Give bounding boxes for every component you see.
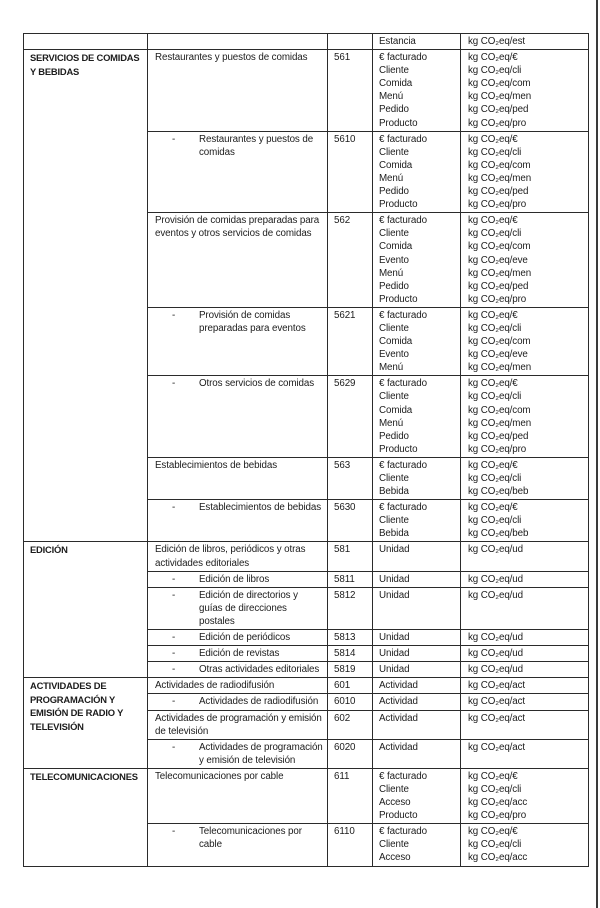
factor-line: kg CO₂eq/com (468, 241, 531, 253)
unit-line: € facturado (379, 770, 427, 782)
activity-cell (148, 768, 328, 823)
factor-cell (461, 213, 589, 308)
unit-cell (373, 824, 461, 866)
activity-label: Telecomunicaciones por cable (155, 770, 284, 782)
activity-cell (148, 307, 328, 375)
unit-line: Estancia (379, 36, 416, 47)
activity-table-body (24, 34, 589, 867)
factor-line: kg CO₂eq/€ (468, 770, 518, 782)
activity-cell (148, 824, 328, 866)
factor-line: kg CO₂eq/cli (468, 228, 522, 240)
factor-line: kg CO₂eq/ped (468, 186, 529, 198)
activity-cell (148, 739, 328, 768)
code-cell (328, 213, 373, 308)
code-cell (328, 630, 373, 646)
factor-line: kg CO₂eq/beb (468, 486, 529, 498)
activity-label: Actividades de radiodifusión (199, 696, 319, 708)
factor-cell (461, 646, 589, 662)
activity-label: Restaurantes y puestos de comidas (199, 133, 314, 158)
unit-line: Cliente (379, 322, 409, 334)
factor-cell (461, 50, 589, 132)
unit-line: Comida (379, 159, 413, 171)
unit-cell (373, 630, 461, 646)
list-dash: - (172, 826, 176, 838)
factor-line: kg CO₂eq/com (468, 336, 531, 348)
table-row (24, 768, 589, 823)
co2-activity-table (23, 33, 589, 867)
factor-line: kg CO₂eq/men (468, 417, 532, 429)
factor-cell (461, 678, 589, 694)
table-row (24, 50, 589, 132)
factor-cell (461, 739, 589, 768)
factor-cell (461, 34, 589, 50)
list-dash: - (172, 589, 176, 601)
unit-line: Pedido (379, 430, 409, 442)
factor-line: kg CO₂eq/pro (468, 810, 527, 822)
factor-line: kg CO₂eq/€ (468, 309, 518, 321)
unit-line: Producto (379, 293, 418, 305)
category-cell (24, 542, 148, 678)
unit-line: Evento (379, 254, 409, 266)
factor-cell (461, 542, 589, 571)
unit-line: € facturado (379, 378, 427, 390)
code-cell (328, 710, 373, 739)
unit-cell (373, 457, 461, 499)
activity-cell (148, 500, 328, 542)
code-label: 602 (334, 712, 351, 724)
unit-line: Actividad (379, 741, 418, 753)
unit-line: € facturado (379, 502, 427, 514)
unit-line: Unidad (379, 664, 410, 676)
activity-cell (148, 694, 328, 710)
code-label: 581 (334, 544, 351, 556)
factor-line: kg CO₂eq/act (468, 696, 526, 708)
unit-cell (373, 739, 461, 768)
activity-label: Establecimientos de bebidas (155, 459, 278, 471)
unit-line: Cliente (379, 65, 409, 77)
list-dash: - (172, 741, 176, 753)
factor-line: kg CO₂eq/men (468, 267, 532, 279)
factor-line: kg CO₂eq/men (468, 172, 532, 184)
category-cell (24, 34, 148, 50)
code-label: 6110 (334, 826, 355, 838)
factor-line: kg CO₂eq/€ (468, 826, 518, 838)
list-dash: - (172, 133, 176, 145)
unit-line: Acceso (379, 852, 411, 864)
unit-line: Unidad (379, 648, 410, 660)
unit-line: Producto (379, 443, 418, 455)
activity-label: Edición de revistas (199, 648, 280, 660)
factor-line: kg CO₂eq/ud (468, 544, 523, 556)
factor-line: kg CO₂eq/€ (468, 502, 518, 514)
factor-line: kg CO₂eq/ud (468, 632, 523, 644)
activity-cell (148, 710, 328, 739)
code-label: 6010 (334, 696, 356, 708)
unit-line: Menú (379, 267, 404, 279)
factor-line: kg CO₂eq/€ (468, 459, 518, 471)
factor-line: kg CO₂eq/act (468, 741, 526, 753)
code-label: 561 (334, 52, 351, 64)
activity-label: Edición de libros (199, 573, 270, 585)
activity-label: Edición de directorios y guías de direcciones postales (199, 589, 298, 627)
unit-cell (373, 710, 461, 739)
code-cell (328, 131, 373, 213)
activity-label: Edición de periódicos (199, 632, 291, 644)
unit-line: Menú (379, 172, 404, 184)
code-label: 5811 (334, 573, 355, 585)
unit-line: Cliente (379, 391, 409, 403)
factor-line: kg CO₂eq/men (468, 91, 532, 103)
unit-cell (373, 571, 461, 587)
code-cell (328, 307, 373, 375)
code-cell (328, 34, 373, 50)
unit-cell (373, 768, 461, 823)
activity-cell (148, 50, 328, 132)
unit-line: Actividad (379, 680, 418, 692)
factor-cell (461, 710, 589, 739)
activity-cell (148, 678, 328, 694)
category-label: SERVICIOS DE COMIDAS Y BEBIDAS (30, 52, 140, 77)
unit-cell (373, 307, 461, 375)
unit-line: Menú (379, 362, 404, 374)
code-label: 563 (334, 459, 351, 471)
list-dash: - (172, 632, 176, 644)
code-label: 5813 (334, 632, 356, 644)
factor-line: kg CO₂eq/acc (468, 852, 528, 864)
activity-cell (148, 646, 328, 662)
activity-cell (148, 587, 328, 629)
unit-line: € facturado (379, 133, 427, 145)
activity-label: Telecomunicaciones por cable (199, 826, 302, 851)
unit-cell (373, 376, 461, 458)
unit-line: € facturado (379, 52, 427, 64)
code-cell (328, 542, 373, 571)
factor-line: kg CO₂eq/eve (468, 349, 528, 361)
code-label: 5621 (334, 309, 356, 321)
factor-cell (461, 630, 589, 646)
factor-cell (461, 457, 589, 499)
unit-line: Actividad (379, 712, 418, 724)
list-dash: - (172, 573, 176, 585)
activity-cell (148, 376, 328, 458)
list-dash: - (172, 648, 176, 660)
factor-cell (461, 571, 589, 587)
code-label: 611 (334, 770, 350, 782)
code-label: 5814 (334, 648, 356, 660)
factor-line: kg CO₂eq/cli (468, 322, 522, 334)
factor-line: kg CO₂eq/ud (468, 648, 523, 660)
unit-line: Cliente (379, 515, 409, 527)
activity-cell (148, 542, 328, 571)
factor-cell (461, 307, 589, 375)
factor-line: kg CO₂eq/acc (468, 797, 528, 809)
activity-cell (148, 457, 328, 499)
code-label: 5610 (334, 133, 356, 145)
unit-line: Evento (379, 349, 409, 361)
code-cell (328, 587, 373, 629)
factor-line: kg CO₂eq/act (468, 680, 526, 692)
unit-line: Actividad (379, 696, 418, 708)
activity-label: Edición de libros, periódicos y otras actividades editoriales (155, 544, 306, 569)
list-dash: - (172, 502, 176, 514)
activity-label: Provisión de comidas preparadas para eventos y otros servicios de comidas (155, 215, 320, 240)
code-cell (328, 694, 373, 710)
unit-line: Producto (379, 810, 418, 822)
unit-line: Pedido (379, 186, 409, 198)
unit-line: Comida (379, 404, 413, 416)
code-label: 601 (334, 680, 351, 692)
unit-cell (373, 646, 461, 662)
code-cell (328, 824, 373, 866)
factor-line: kg CO₂eq/ped (468, 430, 529, 442)
activity-cell (148, 34, 328, 50)
factor-line: kg CO₂eq/com (468, 404, 531, 416)
factor-line: kg CO₂eq/pro (468, 199, 527, 211)
unit-line: Menú (379, 91, 404, 103)
factor-line: kg CO₂eq/ud (468, 573, 523, 585)
activity-cell (148, 571, 328, 587)
activity-label: Actividades de radiodifusión (155, 680, 275, 692)
code-cell (328, 662, 373, 678)
factor-line: kg CO₂eq/beb (468, 528, 529, 540)
unit-line: Comida (379, 336, 413, 348)
unit-cell (373, 587, 461, 629)
code-cell (328, 739, 373, 768)
page-edge-line (596, 0, 598, 908)
unit-cell (373, 213, 461, 308)
code-label: 5819 (334, 664, 356, 676)
category-cell (24, 768, 148, 866)
unit-cell (373, 500, 461, 542)
factor-line: kg CO₂eq/cli (468, 473, 522, 484)
list-dash: - (172, 378, 176, 390)
factor-line: kg CO₂eq/€ (468, 215, 518, 227)
category-cell (24, 678, 148, 769)
factor-line: kg CO₂eq/€ (468, 378, 518, 390)
factor-cell (461, 131, 589, 213)
code-cell (328, 50, 373, 132)
unit-line: Bebida (379, 528, 409, 540)
factor-line: kg CO₂eq/cli (468, 65, 522, 77)
activity-cell (148, 213, 328, 308)
factor-cell (461, 500, 589, 542)
code-label: 6020 (334, 741, 356, 753)
table-row (24, 34, 589, 50)
unit-line: Unidad (379, 544, 410, 556)
activity-label: Otras actividades editoriales (199, 664, 320, 676)
unit-line: Producto (379, 117, 418, 129)
factor-line: kg CO₂eq/€ (468, 52, 518, 64)
unit-line: Bebida (379, 486, 409, 498)
unit-line: Comida (379, 78, 413, 90)
list-dash: - (172, 696, 176, 708)
activity-cell (148, 630, 328, 646)
factor-cell (461, 768, 589, 823)
factor-line: kg CO₂eq/eve (468, 254, 528, 266)
factor-cell (461, 376, 589, 458)
code-label: 5629 (334, 378, 356, 390)
factor-line: kg CO₂eq/cli (468, 515, 522, 527)
factor-line: kg CO₂eq/cli (468, 146, 522, 158)
unit-cell (373, 542, 461, 571)
unit-line: € facturado (379, 826, 427, 838)
activity-cell (148, 131, 328, 213)
category-label: ACTIVIDADES DE PROGRAMACIÓN Y EMISIÓN DE RADIO Y TELEVISIÓN (30, 680, 123, 732)
table-row (24, 678, 589, 694)
unit-line: Pedido (379, 280, 409, 292)
list-dash: - (172, 664, 176, 676)
unit-cell (373, 131, 461, 213)
unit-line: Acceso (379, 797, 411, 809)
factor-line: kg CO₂eq/pro (468, 117, 527, 129)
category-cell (24, 50, 148, 542)
unit-line: € facturado (379, 215, 427, 227)
category-label: TELECOMUNICACIONES (30, 770, 138, 782)
unit-line: € facturado (379, 309, 427, 321)
unit-line: Cliente (379, 228, 409, 240)
unit-line: Unidad (379, 632, 410, 644)
unit-line: Cliente (379, 146, 409, 158)
code-label: 5630 (334, 502, 356, 514)
unit-line: Comida (379, 241, 413, 253)
unit-line: Menú (379, 417, 404, 429)
factor-line: kg CO₂eq/€ (468, 133, 518, 145)
code-cell (328, 376, 373, 458)
unit-line: Cliente (379, 839, 409, 851)
list-dash: - (172, 309, 176, 321)
unit-line: € facturado (379, 459, 427, 471)
code-label: 562 (334, 215, 351, 227)
activity-label: Restaurantes y puestos de comidas (155, 52, 308, 64)
factor-cell (461, 662, 589, 678)
activity-label: Actividades de programación y emisión de televisión (199, 741, 323, 766)
factor-line: kg CO₂eq/ped (468, 280, 529, 292)
code-cell (328, 500, 373, 542)
table-row (24, 542, 589, 571)
factor-line: kg CO₂eq/cli (468, 783, 522, 795)
unit-line: Unidad (379, 589, 410, 601)
unit-cell (373, 34, 461, 50)
category-label: EDICIÓN (30, 544, 68, 556)
code-cell (328, 646, 373, 662)
factor-line: kg CO₂eq/ud (468, 589, 523, 601)
unit-cell (373, 662, 461, 678)
unit-line: Cliente (379, 783, 409, 795)
factor-line: kg CO₂eq/ped (468, 104, 529, 116)
factor-line: kg CO₂eq/com (468, 78, 531, 90)
factor-cell (461, 694, 589, 710)
factor-line: kg CO₂eq/pro (468, 443, 527, 455)
factor-line: kg CO₂eq/com (468, 159, 531, 171)
unit-cell (373, 50, 461, 132)
factor-line: kg CO₂eq/act (468, 712, 526, 724)
unit-line: Pedido (379, 104, 409, 116)
activity-label: Provisión de comidas preparadas para eventos (199, 309, 306, 334)
factor-cell (461, 587, 589, 629)
unit-line: Cliente (379, 473, 409, 484)
activity-cell (148, 662, 328, 678)
factor-line: kg CO₂eq/ud (468, 664, 523, 676)
factor-line: kg CO₂eq/est (468, 36, 526, 47)
code-cell (328, 678, 373, 694)
code-label: 5812 (334, 589, 356, 601)
code-cell (328, 457, 373, 499)
factor-line: kg CO₂eq/pro (468, 293, 527, 305)
unit-cell (373, 694, 461, 710)
activity-label: Otros servicios de comidas (199, 378, 315, 390)
factor-line: kg CO₂eq/cli (468, 391, 522, 403)
unit-line: Unidad (379, 573, 410, 585)
activity-label: Establecimientos de bebidas (199, 502, 322, 514)
factor-line: kg CO₂eq/men (468, 362, 532, 374)
factor-line: kg CO₂eq/cli (468, 839, 522, 851)
factor-cell (461, 824, 589, 866)
unit-cell (373, 678, 461, 694)
code-cell (328, 571, 373, 587)
unit-line: Producto (379, 199, 418, 211)
code-cell (328, 768, 373, 823)
activity-label: Actividades de programación y emisión de televisión (155, 712, 322, 737)
